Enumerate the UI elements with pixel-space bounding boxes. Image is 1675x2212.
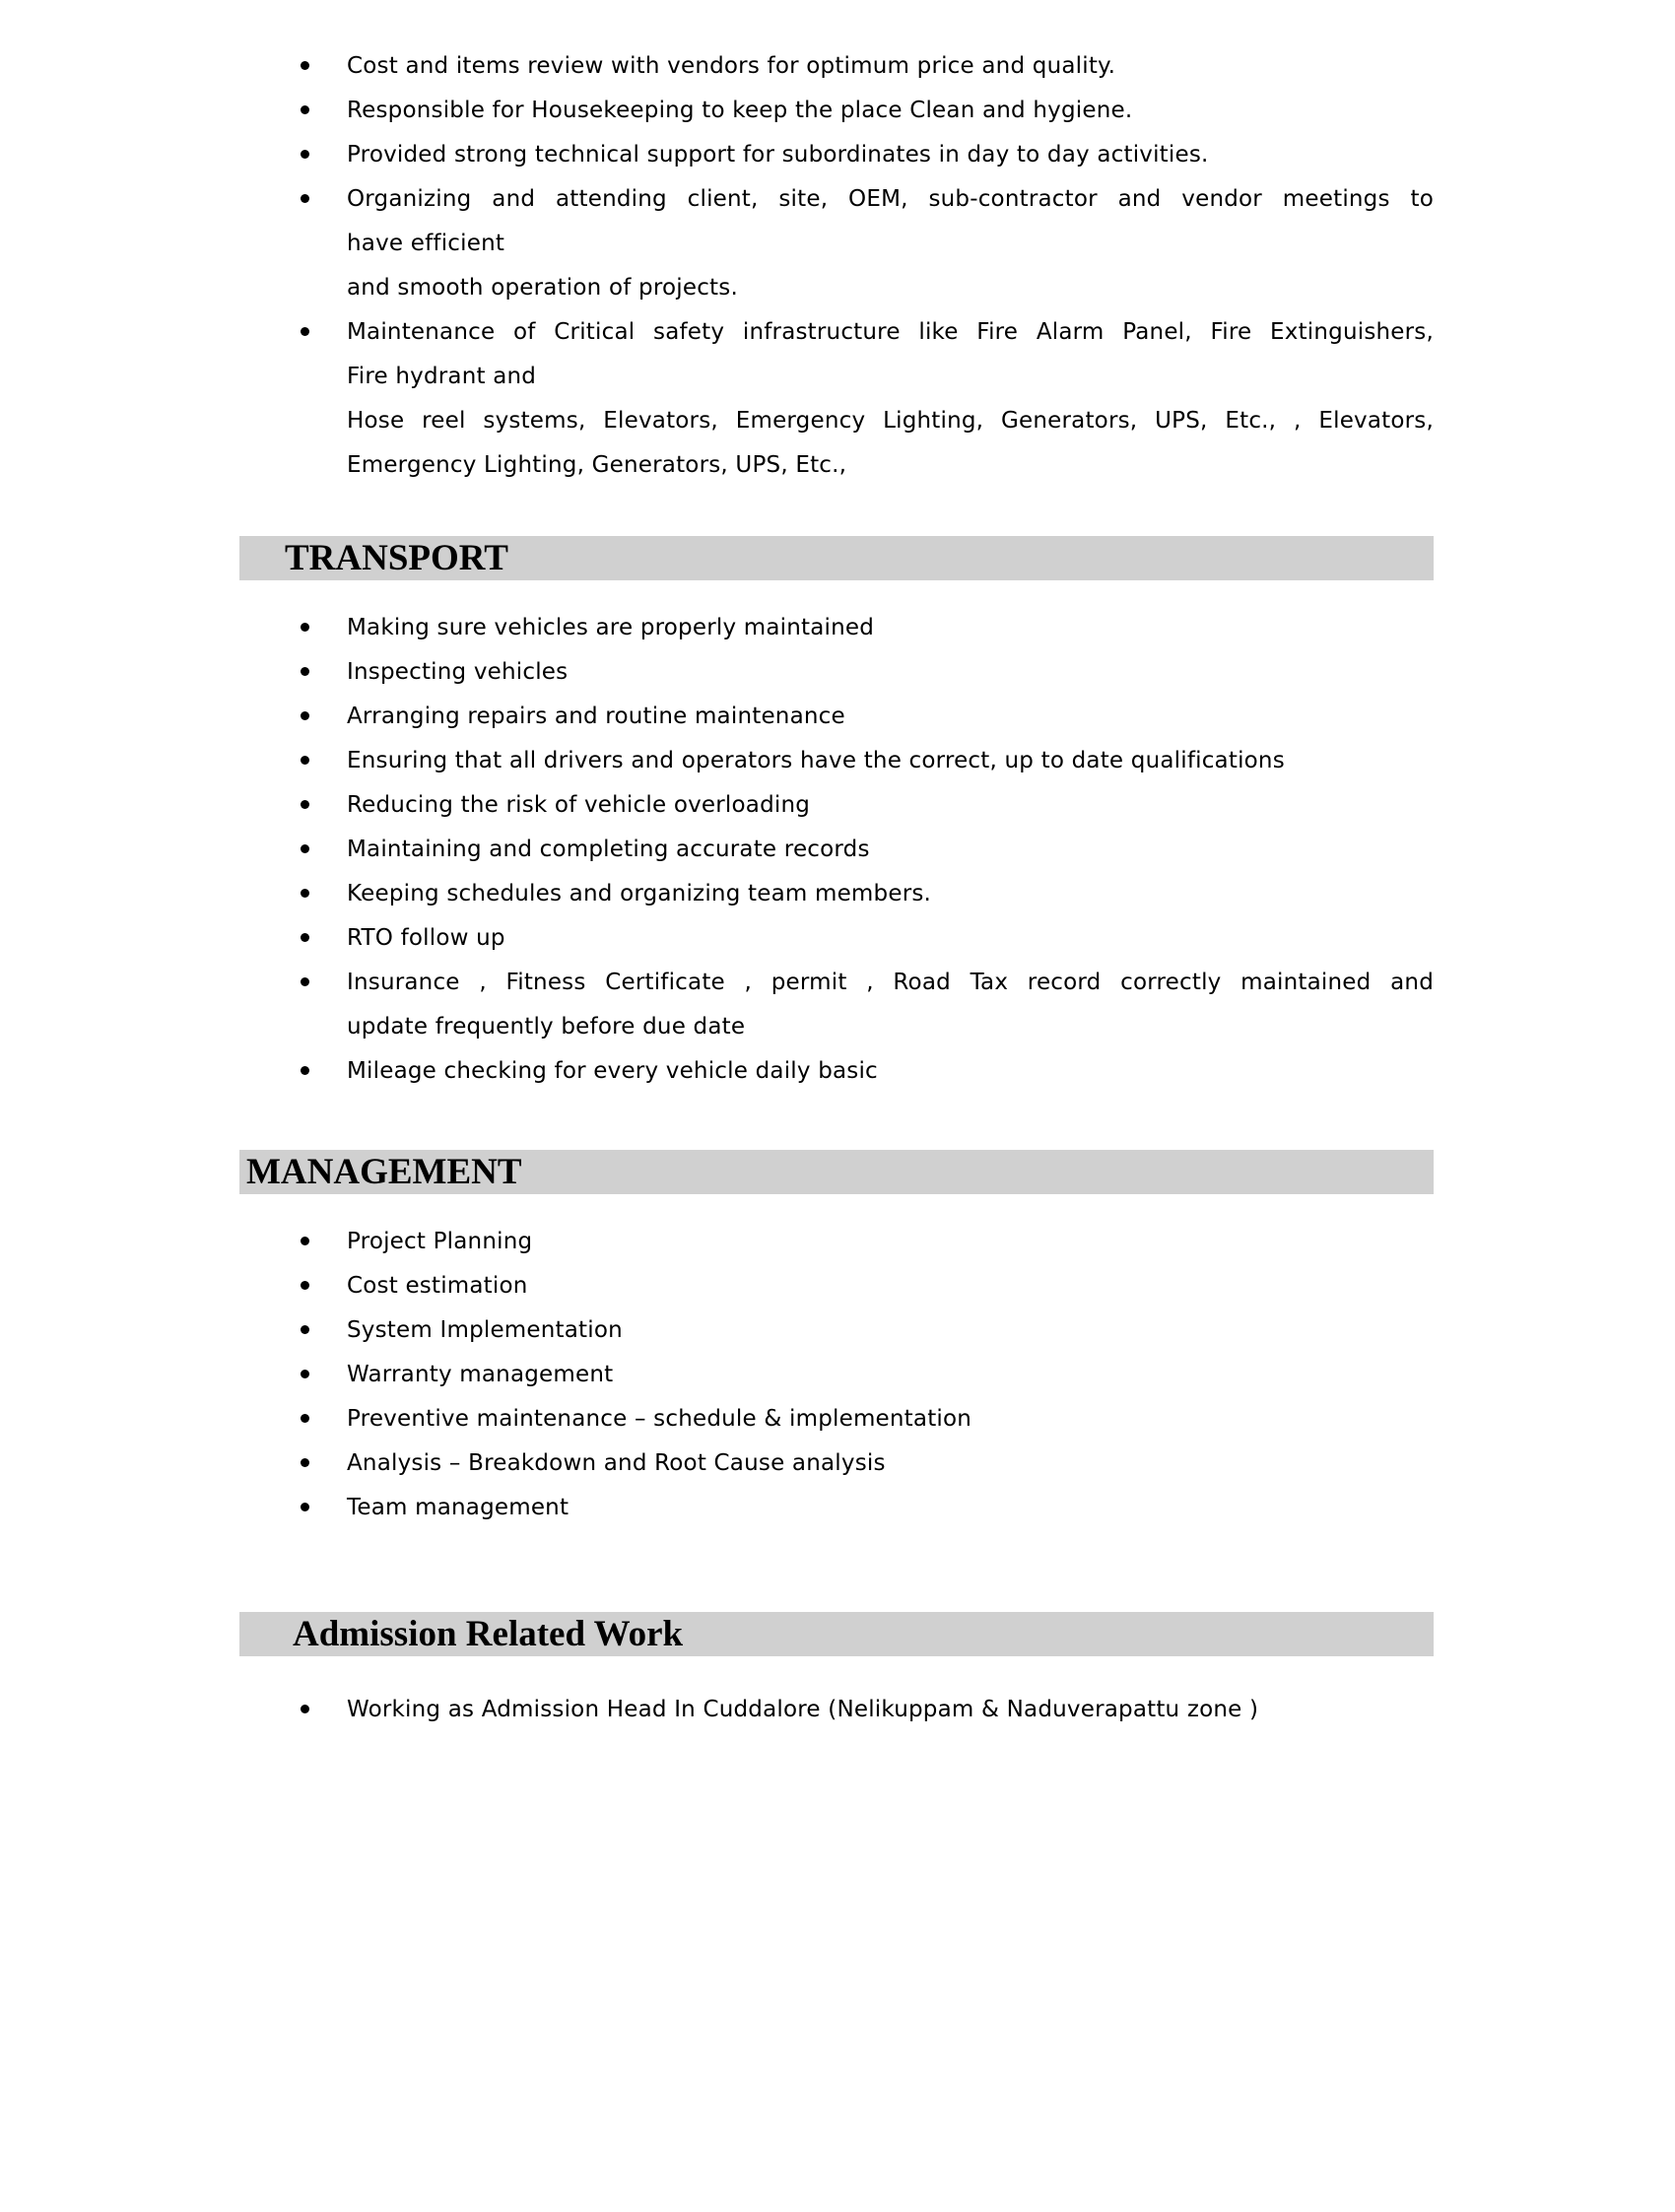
bullet-item-line: Fire hydrant and [347,364,537,389]
bullet-item-line: Arranging repairs and routine maintenance [347,704,845,729]
bullet-item-line: Emergency Lighting, Generators, UPS, Etc., [347,452,847,478]
bullet-item [239,828,1434,872]
bullet-item-line: Inspecting vehicles [347,659,569,685]
bullet-item-line: Organizing and attending client, site, OEM, sub-contractor and vendor meetings to [347,186,1434,212]
bullet-item [239,739,1434,783]
bullet-item [239,695,1434,739]
bullet-item-line: Reducing the risk of vehicle overloading [347,792,811,818]
bullet-icon [301,1503,309,1511]
bullet-icon [301,1370,309,1378]
bullet-icon [301,711,309,720]
bullet-list-top [239,44,1434,488]
bullet-item [239,1397,1434,1441]
bullet-item [239,872,1434,916]
bullet-item-line: have efficient [347,231,505,256]
bullet-icon [301,1414,309,1423]
section-header-label: TRANSPORT [285,538,508,578]
document-page [0,44,1675,2212]
bullet-item [239,650,1434,695]
bullet-item-line: Ensuring that all drivers and operators have the correct, up to date qualifications [347,748,1285,773]
bullet-item-line: Mileage checking for every vehicle daily basic [347,1058,878,1084]
bullet-item-line: Project Planning [347,1229,533,1254]
bullet-item [239,89,1434,133]
bullet-item [239,310,1434,488]
bullet-icon [301,889,309,898]
bullet-item [239,1264,1434,1308]
bullet-list-management [239,1220,1434,1530]
bullet-item [239,961,1434,1049]
bullet-item [239,916,1434,961]
bullet-item-line: and smooth operation of projects. [347,275,738,301]
section-header-management [239,1150,1434,1194]
bullet-item-line: Insurance , Fitness Certificate , permit , Road Tax record correctly maintained and [347,970,1434,995]
bullet-icon [301,1281,309,1290]
bullet-item [239,1308,1434,1353]
bullet-item-line: RTO follow up [347,925,505,951]
bullet-icon [301,194,309,203]
bullet-icon [301,1237,309,1245]
page-content [239,44,1434,1732]
bullet-list-transport [239,606,1434,1094]
bullet-icon [301,1066,309,1075]
bullet-icon [301,667,309,676]
bullet-item [239,783,1434,828]
bullet-item-line: Maintaining and completing accurate records [347,837,870,862]
bullet-icon [301,1705,309,1713]
bullet-icon [301,756,309,765]
bullet-icon [301,623,309,632]
section-header-label: Admission Related Work [293,1614,684,1654]
bullet-item-line: Analysis – Breakdown and Root Cause analysis [347,1450,886,1476]
section-header-transport [239,536,1434,580]
bullet-item [239,1049,1434,1094]
bullet-item [239,133,1434,177]
bullet-icon [301,844,309,853]
bullet-item-line: Warranty management [347,1362,614,1387]
bullet-list-admission [239,1688,1434,1732]
section-header-admission-related-work [239,1612,1434,1656]
bullet-item [239,1441,1434,1486]
bullet-icon [301,1325,309,1334]
bullet-item-line: Responsible for Housekeeping to keep the place Clean and hygiene. [347,98,1133,123]
bullet-item-line: Cost estimation [347,1273,528,1299]
bullet-icon [301,933,309,942]
bullet-item-line: System Implementation [347,1317,623,1343]
bullet-item-line: Hose reel systems, Elevators, Emergency Lighting, Generators, UPS, Etc., , Elevators, [347,408,1434,434]
bullet-item [239,1688,1434,1732]
bullet-item [239,1353,1434,1397]
bullet-item [239,177,1434,310]
bullet-item [239,1220,1434,1264]
bullet-item-line: Team management [347,1495,570,1520]
section-header-label: MANAGEMENT [246,1152,522,1192]
bullet-icon [301,61,309,70]
bullet-item-line: Making sure vehicles are properly maintained [347,615,875,640]
bullet-item [239,44,1434,89]
bullet-item-line: Maintenance of Critical safety infrastructure like Fire Alarm Panel, Fire Extinguishers, [347,319,1434,345]
bullet-item [239,606,1434,650]
bullet-icon [301,105,309,114]
bullet-item-line: Working as Admission Head In Cuddalore (Nelikuppam & Naduverapattu zone ) [347,1697,1259,1722]
bullet-item [239,1486,1434,1530]
bullet-icon [301,327,309,336]
bullet-item-line: Keeping schedules and organizing team members. [347,881,932,906]
bullet-icon [301,977,309,986]
bullet-item-line: Provided strong technical support for subordinates in day to day activities. [347,142,1209,168]
bullet-icon [301,1458,309,1467]
bullet-icon [301,800,309,809]
bullet-item-line: Preventive maintenance – schedule & implementation [347,1406,972,1432]
bullet-item-line: Cost and items review with vendors for optimum price and quality. [347,53,1116,79]
bullet-icon [301,150,309,159]
bullet-item-line: update frequently before due date [347,1014,746,1039]
